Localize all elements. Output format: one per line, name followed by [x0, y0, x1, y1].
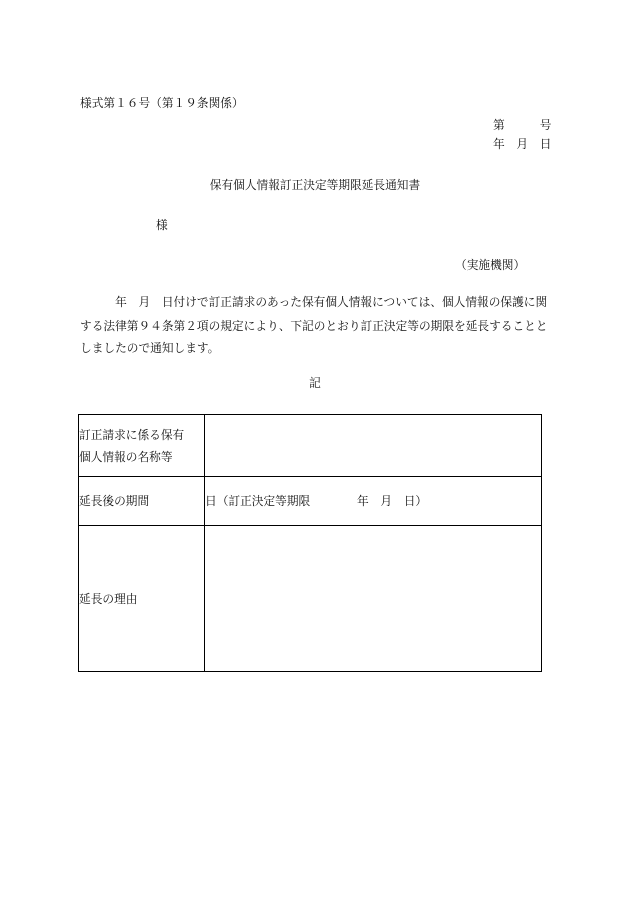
- ki-heading: 記: [309, 376, 321, 390]
- record-name-label: [79, 415, 205, 477]
- table-row-extension-period: [79, 477, 542, 526]
- document-number: 第 号: [493, 118, 552, 132]
- record-name-value: [205, 415, 542, 477]
- record-name-label-line: 訂正請求に係る保有: [79, 427, 185, 442]
- extension-reason-value: [205, 526, 542, 672]
- issue-date: 年 月 日: [493, 137, 552, 151]
- body-text-line: 年 月 日付けで訂正請求のあった保有個人情報については、個人情報の保護に関: [80, 295, 548, 309]
- extension-reason-label: 延長の理由: [79, 526, 205, 672]
- body-text-line: しましたので通知します。: [80, 341, 220, 355]
- issuing-agency: （実施機関）: [455, 258, 526, 272]
- addressee-honorific: 様: [156, 218, 168, 232]
- table-row-record-name: [79, 415, 542, 477]
- form-number-label: 様式第１６号（第１９条関係）: [80, 96, 244, 110]
- extension-period-value: 日（訂正決定等期限 年 月 日）: [205, 477, 542, 526]
- record-name-label-line: 個人情報の名称等: [79, 449, 173, 464]
- table-row-extension-reason: [79, 526, 542, 672]
- extension-period-label: 延長後の期間: [79, 477, 205, 526]
- details-table: [78, 414, 542, 672]
- document-title: 保有個人情報訂正決定等期限延長通知書: [209, 178, 421, 192]
- body-text-line: する法律第９４条第２項の規定により、下記のとおり訂正決定等の期限を延長することと: [80, 319, 548, 333]
